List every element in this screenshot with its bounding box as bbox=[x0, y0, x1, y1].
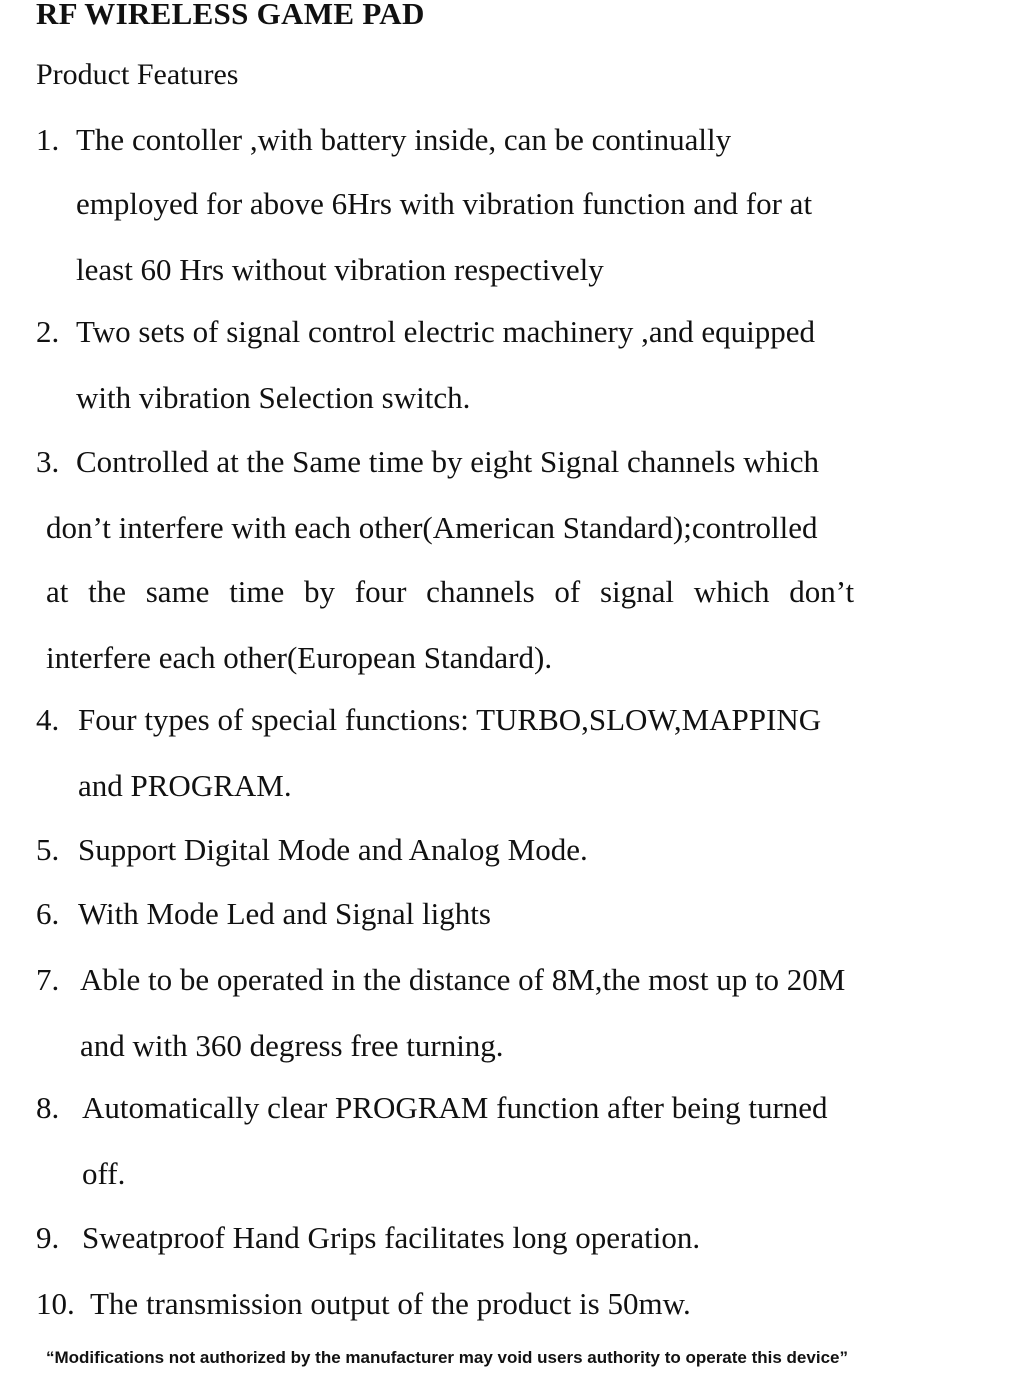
feature-number: 5. bbox=[36, 832, 60, 867]
feature-line: Two sets of signal control electric machinery ,and equipped bbox=[76, 314, 816, 349]
feature-line: don’t interfere with each other(American Standard);controlled bbox=[46, 510, 818, 545]
feature-number: 10. bbox=[36, 1286, 75, 1321]
feature-line: interfere each other(European Standard). bbox=[46, 640, 553, 675]
section-heading: Product Features bbox=[36, 58, 239, 91]
feature-number: 8. bbox=[36, 1090, 60, 1125]
feature-number: 6. bbox=[36, 896, 60, 931]
feature-line: Automatically clear PROGRAM function after being turned bbox=[82, 1090, 828, 1125]
feature-number: 2. bbox=[36, 314, 60, 349]
document-title: RF WIRELESS GAME PAD bbox=[36, 0, 425, 31]
feature-line: Support Digital Mode and Analog Mode. bbox=[78, 832, 588, 867]
feature-line: with vibration Selection switch. bbox=[76, 380, 471, 415]
feature-line: Able to be operated in the distance of 8M,the most up to 20M bbox=[80, 962, 846, 997]
feature-number: 4. bbox=[36, 702, 60, 737]
feature-line: Controlled at the Same time by eight Signal channels which bbox=[76, 444, 819, 479]
feature-line: and PROGRAM. bbox=[78, 768, 292, 803]
feature-line: employed for above 6Hrs with vibration function and for at bbox=[76, 186, 813, 221]
feature-line: off. bbox=[82, 1156, 126, 1191]
feature-number: 1. bbox=[36, 122, 60, 157]
feature-line: least 60 Hrs without vibration respectively bbox=[76, 252, 604, 287]
feature-line-text: The contoller ,with battery inside, can be continually bbox=[76, 122, 732, 157]
feature-line bbox=[76, 122, 906, 158]
feature-number: 3. bbox=[36, 444, 60, 479]
feature-line: With Mode Led and Signal lights bbox=[78, 896, 491, 931]
feature-line: Sweatproof Hand Grips facilitates long operation. bbox=[82, 1220, 701, 1255]
feature-line: The transmission output of the product is 50mw. bbox=[90, 1286, 691, 1321]
feature-number: 9. bbox=[36, 1220, 60, 1255]
feature-line: and with 360 degress free turning. bbox=[80, 1028, 504, 1063]
fcc-notice: “Modifications not authorized by the manufacturer may void users authority to operate this device” bbox=[46, 1348, 848, 1367]
feature-number: 7. bbox=[36, 962, 60, 997]
feature-line: Four types of special functions: TURBO,SLOW,MAPPING bbox=[78, 702, 822, 737]
feature-line: at the same time by four channels of signal which don’t bbox=[46, 574, 855, 609]
